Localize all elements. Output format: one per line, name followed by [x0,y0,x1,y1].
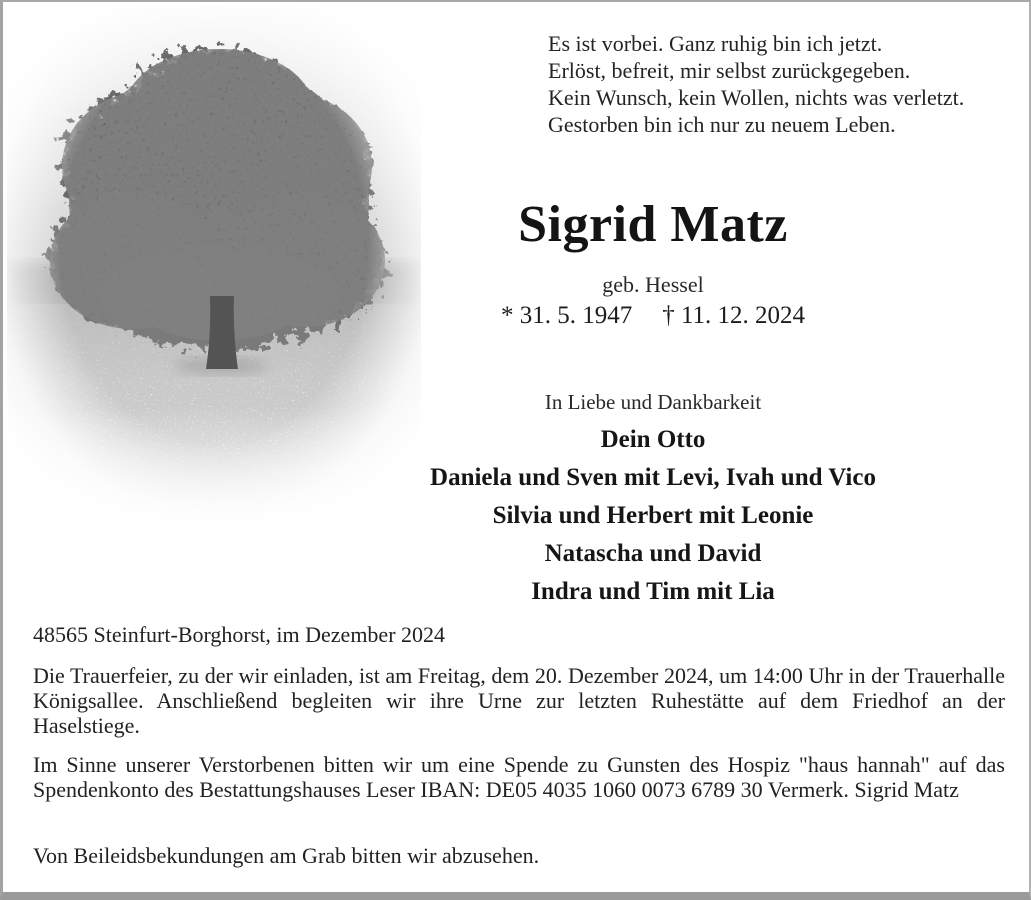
maiden-name: geb. Hessel [602,272,704,297]
donation-paragraph: Im Sinne unserer Verstorbenen bitten wir um eine Spende zu Gunsten des Hospiz "haus hannah" auf das Spendenkonto des Bestattungshauses Leser IBAN: DE05 4035 1060 0073 6789 30 Vermerk. Sigrid Matz [33,752,1005,802]
poem-line: Gestorben bin ich nur zu neuem Leben. [548,112,896,137]
condolence-line: Von Beileidsbekundungen am Grab bitten wir abzusehen. [33,843,540,868]
memorial-poem [548,30,964,138]
poem-line: Kein Wunsch, kein Wollen, nichts was verletzt. [548,85,965,110]
mourner-line: Daniela und Sven mit Levi, Ivah und Vico [430,464,876,491]
life-dates [273,302,1031,330]
death-date: † 11. 12. 2024 [662,302,806,329]
funeral-paragraph: Die Trauerfeier, zu der wir einladen, ist am Freitag, dem 20. Dezember 2024, um 14:00 Uhr in der Trauerhalle Königsallee. Anschließend begleiten wir ihre Urne zur letzten Ruhestätte auf dem Friedhof an der Haselstiege. [33,663,1005,738]
birth-date: * 31. 5. 1947 [500,302,633,329]
poem-line: Es ist vorbei. Ganz ruhig bin ich jetzt. [548,31,883,56]
poem-line: Erlöst, befreit, mir selbst zurückgegeben. [548,58,911,83]
mourner-line: Dein Otto [600,426,706,453]
deceased-name: Sigrid Matz [518,196,788,253]
mourners-intro: In Liebe und Dankbarkeit [544,390,762,414]
mourner-line: Silvia und Herbert mit Leonie [492,502,814,529]
mourners-list [273,421,1031,611]
mourner-line: Natascha und David [544,540,762,567]
mourner-line: Indra und Tim mit Lia [531,578,775,605]
place-date-line: 48565 Steinfurt-Borghorst, im Dezember 2024 [33,622,446,647]
